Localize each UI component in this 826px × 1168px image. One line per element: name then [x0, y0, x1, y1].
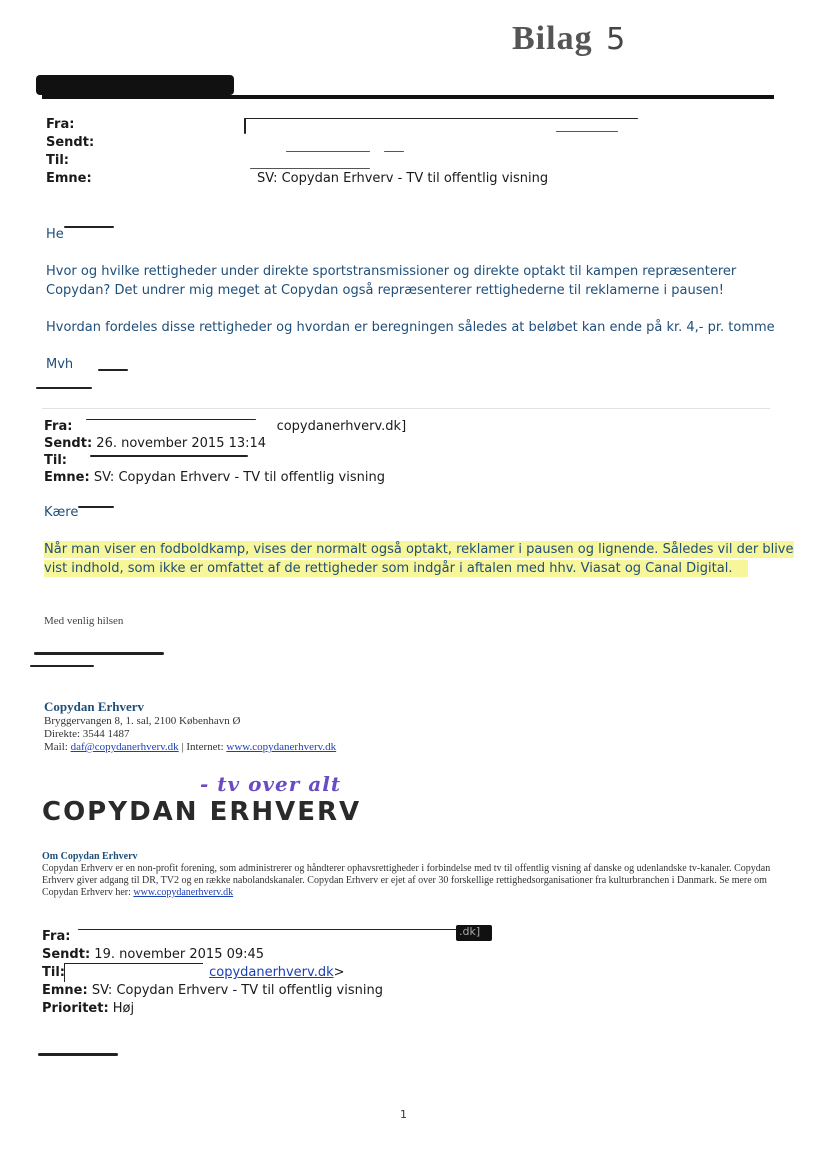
- subject-row-3: [42, 982, 383, 1000]
- from-row-2: [44, 418, 406, 435]
- priority-row-3: [42, 1000, 383, 1018]
- sent-label-3: Sendt:: [42, 947, 91, 962]
- to-value-3[interactable]: copydanerhverv.dk: [209, 965, 334, 980]
- about-title: Om Copydan Erhverv: [42, 851, 138, 862]
- redacted-sender-name: [36, 75, 234, 95]
- org-name: Copydan Erhverv: [44, 699, 145, 714]
- sent-value-3: 19. november 2015 09:45: [94, 947, 265, 962]
- reply-line-2-text: vist indhold, som ikke er omfattet af de rettigheder som indgår i aftalen med hhv. Viasat og Canal Digital.: [44, 560, 748, 577]
- redaction-from-1c: [556, 131, 618, 132]
- internet-label: | Internet:: [181, 741, 224, 753]
- bilag-number: 5: [606, 22, 627, 57]
- redaction-sent-1: [286, 151, 370, 152]
- sent-row-3: [42, 946, 383, 964]
- reply-line-2: [44, 559, 804, 578]
- redaction-sent-1b: [384, 151, 404, 152]
- subject-value-3: SV: Copydan Erhverv - TV til offentlig visning: [91, 983, 383, 998]
- redaction-from-1b: [244, 118, 246, 134]
- redaction-from-2: [86, 419, 256, 420]
- from-value-2: copydanerhverv.dk]: [276, 419, 407, 434]
- to-label: Til:: [46, 153, 69, 168]
- subject-label-2: Emne:: [44, 470, 90, 485]
- header-rule: [42, 95, 774, 99]
- redaction-greeting-1: [64, 226, 114, 228]
- bilag-stamp: [512, 20, 626, 58]
- website-link[interactable]: www.copydanerhverv.dk: [226, 741, 337, 753]
- priority-label-3: Prioritet:: [42, 1001, 109, 1016]
- redaction-signoff-1: [98, 369, 128, 371]
- email1-signoff: Mvh: [46, 357, 74, 372]
- redaction-signature-b: [30, 665, 94, 667]
- priority-value-3: Høj: [112, 1001, 135, 1016]
- closing-text: Med venlig hilsen: [44, 615, 124, 627]
- redaction-bottom-name: [38, 1053, 118, 1056]
- page-number: 1: [400, 1108, 407, 1121]
- sent-label-2: Sendt:: [44, 436, 93, 451]
- redaction-to-1: [250, 168, 370, 169]
- greeting-2: Kære: [44, 505, 79, 520]
- mail-link[interactable]: daf@copydanerhverv.dk: [70, 741, 179, 753]
- to-suffix-3: >: [333, 965, 345, 980]
- contact-line: [44, 741, 336, 754]
- email1-para1: Hvor og hvilke rettigheder under direkte sportstransmissioner og direkte optakt til kampen repræsenterer Copydan? Det undrer mig meget at Copydan også repræsenterer rettighederne til reklamerne i pausen!: [46, 264, 737, 298]
- about-text: Copydan Erhverv er en non-profit forening, som administrerer og håndterer ophavsrettigheder i forbindelse med tv til offentlig visning af danske og udenlandske tv-kanaler. Copydan Erhverv giver adgang til DR, TV2 og en række nabolandskanaler. Copydan Erhverv er ejet af over 30 forskellige rettighedsorganisationer fra kulturbranchen i Danmark. Se mere om Copydan Erhverv her:: [42, 863, 771, 898]
- about-link[interactable]: www.copydanerhverv.dk: [133, 887, 234, 898]
- from-row-3: [42, 928, 383, 946]
- to-label-2: Til:: [44, 453, 67, 468]
- logo-tagline: - tv over alt: [200, 772, 342, 796]
- subject-label: Emne:: [46, 171, 92, 186]
- about-block: [42, 851, 772, 899]
- sent-row-2: [44, 435, 406, 452]
- direct-line: Direkte: 3544 1487: [44, 728, 130, 740]
- to-label-3: Til:: [42, 965, 65, 980]
- redaction-from-3: [78, 929, 458, 930]
- subject-label-3: Emne:: [42, 983, 88, 998]
- greeting-1-text: He: [46, 227, 64, 242]
- message-separator: [42, 408, 770, 409]
- from-label-3: Fra:: [42, 929, 71, 944]
- address-line: Bryggervangen 8, 1. sal, 2100 København Ø: [44, 715, 241, 727]
- subject-row-2: [44, 469, 406, 486]
- redaction-to-3: [64, 963, 203, 982]
- highlighted-reply: [44, 540, 804, 578]
- sent-value-2: 26. november 2015 13:14: [96, 436, 267, 451]
- from-label: Fra:: [46, 117, 75, 132]
- redaction-to-2: [90, 455, 248, 457]
- logo-wordmark: COPYDAN ERHVERV: [42, 797, 362, 827]
- reply-line-1-text: Når man viser en fodboldkamp, vises der normalt også optakt, reklamer i pausen og lignende. Således vil der blive: [44, 542, 794, 557]
- subject-value-1: SV: Copydan Erhverv - TV til offentlig visning: [257, 171, 549, 186]
- greeting-1: [46, 227, 64, 242]
- mail-label: Mail:: [44, 741, 68, 753]
- redaction-signature-a: [34, 652, 164, 655]
- bilag-word: Bilag: [512, 20, 593, 57]
- email1-para2: Hvordan fordeles disse rettigheder og hvordan er beregningen således at beløbet kan ende på kr. 4,- pr. tomme: [46, 320, 775, 335]
- redaction-from-1: [244, 118, 638, 119]
- from-label-2: Fra:: [44, 419, 73, 434]
- header-block-2: [44, 418, 406, 486]
- from-suffix-3: .dk]: [459, 925, 481, 938]
- reply-line-1: [44, 540, 804, 559]
- redaction-greeting-2: [78, 506, 114, 508]
- subject-value-2: SV: Copydan Erhverv - TV til offentlig visning: [93, 470, 385, 485]
- signature-block: [44, 699, 336, 754]
- header-block-1: [46, 117, 94, 189]
- sent-label: Sendt:: [46, 135, 95, 150]
- redaction-signoff-1b: [36, 387, 92, 389]
